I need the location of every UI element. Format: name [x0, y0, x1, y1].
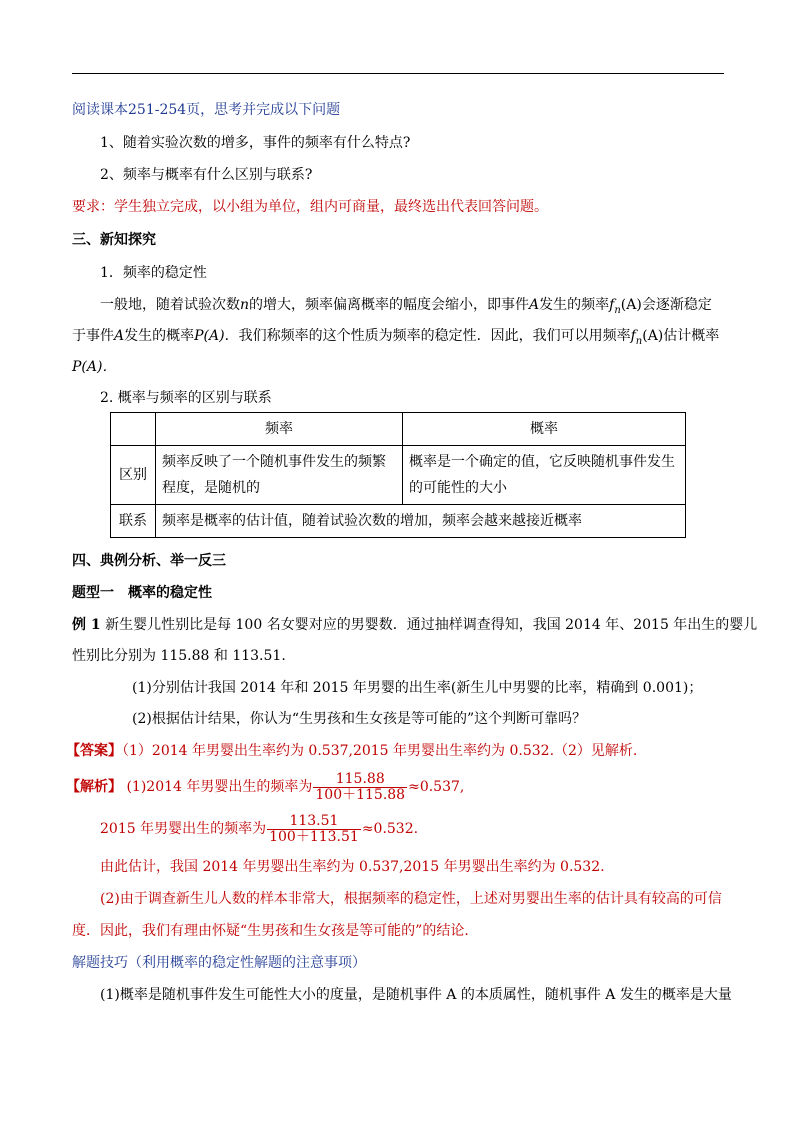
- table-corner-cell: [111, 413, 156, 446]
- table-row-difference: [111, 446, 686, 505]
- subheading-stability: 1．频率的稳定性: [100, 265, 207, 281]
- requirement-text: 要求：学生独立完成，以小组为单位，组内可商量，最终选出代表回答问题。: [72, 199, 548, 215]
- answer-line: 【答案】（1）2014 年男婴出生率约为 0.537,2015 年男婴出生率约为 0.532.（2）见解析.: [66, 743, 638, 759]
- analysis-line-5: 度．因此，我们有理由怀疑“生男孩和生女孩是等可能的”的结论.: [72, 923, 469, 939]
- fraction-2014: $\frac{115.88}{100+115.88}$: [315, 770, 406, 803]
- row-label-difference: 区别: [111, 446, 156, 505]
- cell-connection: 频率是概率的估计值，随着试验次数的增加，频率会越来越接近概率: [156, 505, 686, 538]
- paragraph-line-2: 于事件A发生的概率P(A)．我们称频率的这个性质为频率的稳定性．因此，我们可以用频率$f_n(A)$估计概率: [72, 328, 720, 347]
- table-row-connection: [111, 505, 686, 538]
- fraction-2015: $\frac{113.51}{100+113.51}$: [269, 812, 359, 845]
- row-label-connection: 联系: [111, 505, 156, 538]
- header-rule: [72, 73, 724, 74]
- header-frequency: 频率: [156, 413, 403, 446]
- reading-instruction: 阅读课本251-254页，思考并完成以下问题: [72, 102, 341, 118]
- header-probability: 概率: [403, 413, 686, 446]
- example-1-question-2: (2)根据估计结果，你认为“生男孩和生女孩是等可能的”这个判断可靠吗？: [132, 711, 587, 727]
- example-1-question-1: (1)分别估计我国 2014 年和 2015 年男婴的出生率(新生儿中男婴的比率，精确到 0.001)；: [132, 680, 703, 696]
- question-2: 2、频率与概率有什么区别与联系?: [100, 167, 313, 183]
- paragraph-line-3: P(A)．: [72, 359, 117, 375]
- analysis-line-2: 2015 年男婴出生的频率为 $\frac{113.51}{100+113.51}$ ≈0.532.: [100, 812, 419, 845]
- example-1-line-2: 性别比分别为 115.88 和 113.51.: [72, 648, 286, 664]
- question-1: 1、随着实验次数的增多，事件的频率有什么特点?: [100, 135, 411, 151]
- section-4-heading: 四、典例分析、举一反三: [72, 553, 226, 569]
- analysis-tag: 【解析】: [66, 779, 122, 795]
- table-header-row: [111, 413, 686, 446]
- tip-1: (1)概率是随机事件发生可能性大小的度量，是随机事件 A 的本质属性，随机事件 A 发生的概率是大量: [100, 987, 732, 1003]
- paragraph-line-1: 一般地，随着试验次数n的增大，频率偏离概率的幅度会缩小，即事件A发生的频率$f_n(A)$会逐渐稳定: [100, 297, 712, 316]
- cell-probability-difference: 概率是一个确定的值，它反映随机事件发生 的可能性的大小: [403, 446, 686, 505]
- example-1-line-1: 例 1 新生婴儿性别比是每 100 名女婴对应的男婴数．通过抽样调查得知，我国 2014 年、2015 年出生的婴儿: [72, 617, 758, 633]
- cell-frequency-difference: 频率反映了一个随机事件发生的频繁 程度，是随机的: [156, 446, 403, 505]
- answer-tag: 【答案】: [66, 743, 122, 759]
- type-1-heading: 题型一 概率的稳定性: [72, 585, 212, 601]
- subheading-difference: 2. 概率与频率的区别与联系: [100, 390, 272, 406]
- section-3-heading: 三、新知探究: [72, 232, 156, 248]
- analysis-line-1: 【解析】 (1)2014 年男婴出生的频率为 $\frac{115.88}{100+115.88}$ ≈0.537,: [66, 770, 465, 803]
- analysis-line-4: (2)由于调查新生儿人数的样本非常大，根据频率的稳定性，上述对男婴出生率的估计具有较高的可信: [100, 891, 722, 907]
- analysis-line-3: 由此估计，我国 2014 年男婴出生率约为 0.537,2015 年男婴出生率约为 0.532.: [100, 859, 605, 875]
- comparison-table: [110, 412, 686, 538]
- tips-heading: 解题技巧（利用概率的稳定性解题的注意事项）: [72, 955, 366, 971]
